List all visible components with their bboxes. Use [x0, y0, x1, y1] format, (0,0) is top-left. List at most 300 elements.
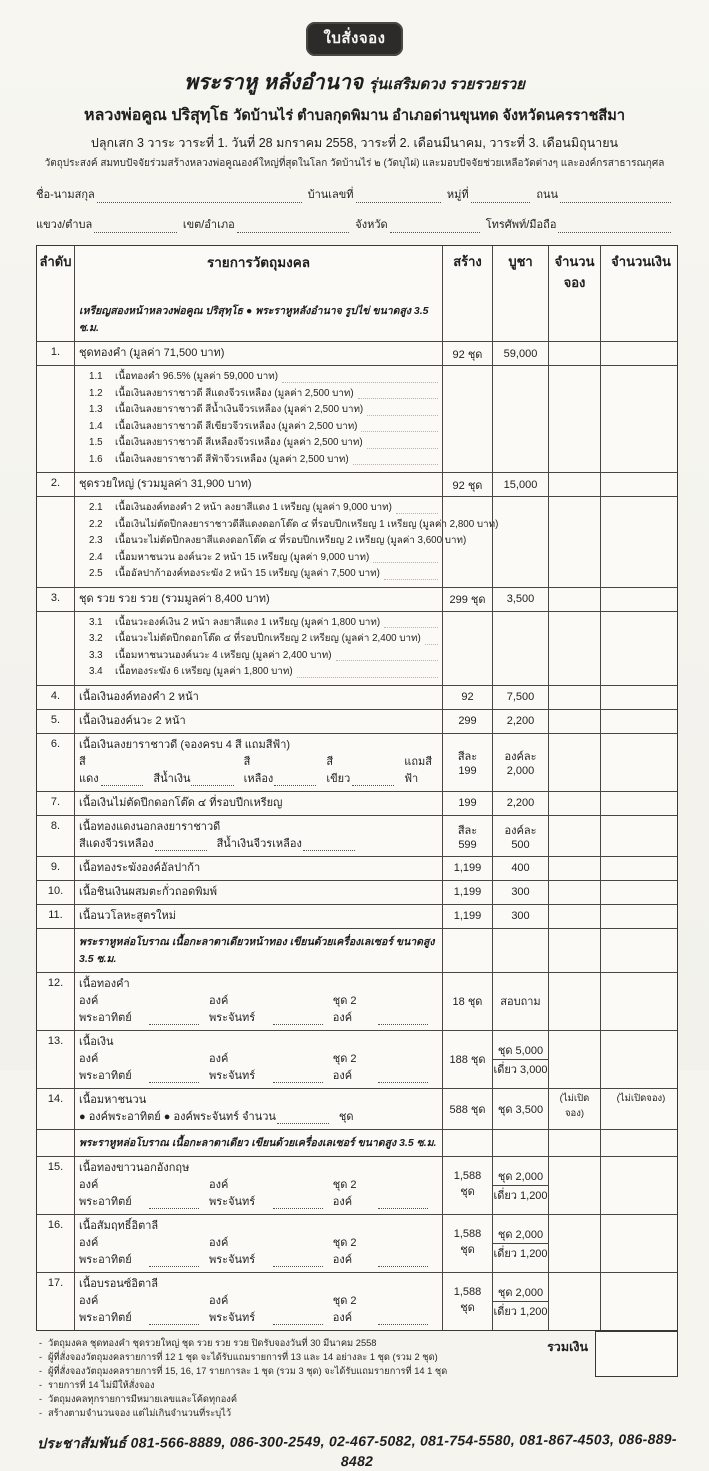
item-text-line — [79, 591, 438, 608]
item-text-segment: องค์พระอาทิตย์ — [79, 1294, 132, 1324]
item-text-segment: เนื้อบรอนซ์อิตาลี — [79, 1277, 159, 1290]
price-cell — [493, 588, 549, 611]
fill-in-dots — [149, 1197, 199, 1209]
price-cell — [493, 857, 549, 880]
price-stack — [493, 1273, 548, 1330]
item-text-segment: ชุด — [338, 1110, 354, 1123]
item-row — [37, 880, 677, 904]
made-quantity-stack — [447, 368, 488, 470]
item-text-segment: เนื้อเงินองค์ทองคำ 2 หน้า — [79, 690, 199, 703]
fill-in-dots — [277, 1112, 329, 1124]
item-text-segment: เนื้อนวโลหะสูตรใหม่ — [79, 909, 177, 922]
section-title: เหรียญสองหน้าหลวงพ่อคูณ ปริสุทฺโธ ● พระราหูหลังอำนาจ รูปไข่ ขนาดสูง 3.5 ซ.ม. — [79, 305, 429, 334]
item-text-segment: แถมสีฟ้า — [404, 755, 432, 785]
fill-in-leader — [367, 405, 438, 416]
price-cell — [493, 881, 549, 904]
section-header-row — [37, 928, 677, 972]
section-title: พระราหูหล่อโบราณ เนื้อกะลาตาเดียว เขียนด้วยเครื่องเลเซอร์ ขนาดสูง 3.5 ซ.ม. — [79, 1136, 437, 1149]
order-quantity-cell — [549, 1031, 601, 1088]
order-quantity-cell — [549, 366, 601, 472]
order-quantity-cell — [549, 497, 601, 587]
price-stack — [493, 905, 548, 928]
price-stack — [493, 710, 548, 733]
footnote: - วัตถุมงคลทุกรายการมีหมายเลขและโค้ดทุกองค์ — [38, 1393, 548, 1406]
sub-item-number: 1.1 — [89, 371, 103, 382]
made-quantity-stack — [447, 1159, 488, 1212]
price-cell — [493, 973, 549, 1030]
fill-in-dots — [303, 839, 355, 851]
amount-cell — [601, 1130, 681, 1156]
made-quantity-value: 199 — [458, 797, 477, 809]
amount-cell — [601, 686, 681, 709]
price-cell — [493, 1157, 549, 1214]
fill-in-dots — [378, 1255, 428, 1267]
item-text-segment: องค์พระอาทิตย์ — [79, 1052, 132, 1082]
customer-info-section — [36, 185, 677, 233]
made-quantity-cell — [443, 366, 493, 472]
sub-item-number: 3.1 — [89, 616, 103, 628]
item-text-line — [79, 1218, 438, 1235]
sub-item-line — [79, 435, 438, 452]
order-quantity-cell — [549, 1130, 601, 1156]
made-quantity-value: 599 — [458, 838, 477, 851]
subdistrict-input-line — [94, 220, 177, 233]
fill-in-dots — [149, 1013, 199, 1025]
made-quantity-value: สีละ — [457, 824, 478, 837]
order-quantity-cell — [549, 734, 601, 791]
sub-item-line — [79, 386, 438, 403]
price-value: 2,200 — [506, 797, 535, 809]
house-no-label: บ้านเลขที่ — [307, 189, 354, 201]
price-stack — [493, 792, 548, 815]
amount-cell — [601, 973, 681, 1030]
order-quantity-cell — [549, 686, 601, 709]
made-quantity-stack — [447, 300, 488, 339]
sub-item-text: เนื้อเงินลงยาราชาวดี สีแดงจีวรเหลือง (มูลค่า 2,500 บาท) — [115, 387, 354, 399]
price-cell — [493, 686, 549, 709]
fill-in-leader — [282, 372, 438, 383]
made-quantity-stack — [447, 344, 488, 363]
made-quantity-cell — [443, 612, 493, 685]
amount-cell — [601, 612, 681, 685]
sub-item-number: 1.2 — [89, 387, 103, 399]
made-quantity-stack — [447, 614, 488, 683]
row-number-cell: 3. — [37, 588, 75, 611]
monk-name: หลวงพ่อคูณ ปริสุทฺโธ — [84, 107, 229, 124]
sub-item-text: เนื้อนวะไม่ตัดปีกดอกโต๊ด ๔ ที่รอบปีกเหรียญ 2 เหรียญ (มูลค่า 2,400 บาท) — [115, 633, 421, 644]
made-quantity-stack — [447, 590, 488, 609]
sub-item-line — [79, 500, 438, 517]
sub-item-line — [79, 517, 499, 534]
price-value: ชุด 3,500 — [497, 1103, 544, 1116]
item-text-line — [79, 836, 438, 853]
item-text-segment: ชุดรวยใหญ่ (รวมมูลค่า 31,900 บาท) — [79, 478, 252, 490]
row-number-cell — [37, 612, 75, 685]
item-row — [37, 587, 677, 611]
sub-item-line — [79, 452, 438, 469]
item-text-segment: องค์พระจันทร์ — [209, 1236, 256, 1266]
item-text-segment: ชุด รวย รวย รวย (รวมมูลค่า 8,400 บาท) — [79, 592, 270, 605]
item-text-segment: องค์พระจันทร์ — [209, 994, 256, 1024]
amulet-title-main: พระราหู หลังอำนาจ — [184, 71, 364, 94]
amount-cell — [601, 881, 681, 904]
made-quantity-cell — [443, 881, 493, 904]
row-number-cell: 4. — [37, 686, 75, 709]
item-text-line — [79, 908, 438, 925]
made-quantity-stack — [447, 712, 488, 731]
price-stack — [493, 612, 548, 685]
amount-cell — [601, 710, 681, 733]
order-quantity-cell — [549, 881, 601, 904]
row-number-cell: 8. — [37, 816, 75, 856]
fill-in-leader — [384, 617, 438, 628]
district-input-line — [237, 220, 350, 233]
item-row — [37, 972, 677, 1030]
made-quantity-stack — [447, 1091, 488, 1127]
contact-phone-line: ประชาสัมพันธ์ 081-566-8889, 086-300-2549, 02-467-5082, 081-754-5580, 081-867-4503, 086-889-8482 — [36, 1430, 677, 1470]
item-row — [37, 733, 677, 791]
sub-item-number: 2.5 — [89, 568, 103, 579]
item-description-cell — [75, 1031, 443, 1088]
sub-item-number: 2.4 — [89, 551, 103, 563]
made-quantity-value: 92 ชุด — [452, 348, 483, 361]
sub-item-text: เนื้อเงินลงยาราชาวดี สีฟ้าจีวรเหลือง (มูลค่า 2,500 บาท) — [115, 453, 349, 465]
price-stack — [493, 298, 548, 341]
ceremony-schedule: ปลุกเสก 3 วาระ วาระที่ 1. วันที่ 28 มกราคม 2558, วาระที่ 2. เดือนมีนาคม, วาระที่ 3. เดือนมิถุนายน — [90, 136, 619, 150]
customer-line-1 — [36, 185, 677, 203]
sub-item-text: เนื้อนวะองค์เงิน 2 หน้า ลงยาสีแดง 1 เหรียญ (มูลค่า 1,800 บาท) — [115, 616, 381, 628]
amount-cell: (ไม่เปิดจอง) — [616, 1092, 666, 1104]
sub-items-row — [37, 611, 677, 685]
item-text-line — [79, 1051, 438, 1085]
price-value: ชุด 5,000 — [497, 1044, 544, 1057]
made-quantity-cell — [443, 929, 493, 972]
order-table-header-row — [37, 246, 677, 298]
made-quantity-cell — [443, 734, 493, 791]
made-quantity-value: 92 — [461, 691, 474, 703]
sub-item-line — [79, 648, 438, 665]
item-text-line — [79, 689, 438, 706]
made-quantity-value: 92 ชุด — [452, 479, 483, 492]
district-label: เขต/อำเภอ — [182, 219, 235, 231]
item-text-segment: ชุด 2 องค์ — [332, 1052, 357, 1082]
temple-location: วัดบ้านไร่ ตำบลกุดพิมาน อำเภอด่านขุนทด จังหวัดนครราชสีมา — [233, 108, 625, 124]
item-description-cell — [75, 1157, 443, 1214]
price-stack — [493, 1031, 548, 1088]
total-amount-box — [595, 1331, 678, 1377]
order-quantity-cell — [549, 905, 601, 928]
fill-in-leader — [358, 388, 438, 399]
item-text-line — [79, 860, 438, 877]
item-text-segment: องค์พระจันทร์ — [209, 1294, 256, 1324]
made-quantity-stack — [447, 907, 488, 926]
price-cell — [493, 792, 549, 815]
amulet-title — [0, 66, 709, 99]
item-description-cell — [75, 1215, 443, 1272]
row-number-cell: 15. — [37, 1157, 75, 1214]
price-stack — [493, 1089, 548, 1129]
sub-item-text: เนื้อมหาชนวนองค์นวะ 4 เหรียญ (มูลค่า 2,400 บาท) — [115, 649, 332, 661]
amount-cell — [601, 588, 681, 611]
made-quantity-value: 199 — [458, 765, 477, 777]
price-value: เดี่ยว 1,200 — [493, 1243, 548, 1262]
sub-item-number: 1.3 — [89, 404, 103, 415]
made-quantity-stack — [447, 883, 488, 902]
price-cell — [493, 612, 549, 685]
amount-cell — [601, 1031, 681, 1088]
price-value: 3,500 — [506, 593, 535, 605]
item-text-segment: เนื้อชินเงินผสมตะกั่วถอดพิมพ์ — [79, 885, 217, 898]
item-text-segment: องค์พระอาทิตย์ — [79, 1178, 132, 1208]
amount-cell — [601, 473, 681, 496]
made-quantity-cell — [443, 497, 493, 587]
header-no: ลำดับ — [37, 246, 75, 298]
item-text-segment: เนื้อทองระฆังองค์อัลปาก้า — [79, 861, 201, 874]
fill-in-dots — [273, 1255, 323, 1267]
footnote: - ผู้ที่สั่งจองวัตถุมงคลรายการที่ 12 1 ชุด จะได้รับแถมรายการที่ 13 และ 14 อย่างละ 1 ชุด (รวม 2 ชุด) — [38, 1351, 548, 1364]
item-description-cell — [75, 473, 443, 496]
moo-label: หมู่ที่ — [446, 189, 469, 201]
item-description-cell — [75, 497, 499, 587]
sub-item-text: เนื้อเงินลงยาราชาวดี สีน้ำเงินจีวรเหลือง (มูลค่า 2,500 บาท) — [115, 404, 364, 415]
phone-label: โทรศัพท์/มือถือ — [485, 219, 557, 231]
sub-item-line — [79, 566, 438, 583]
item-text-line — [79, 345, 438, 362]
price-stack — [493, 686, 548, 709]
made-quantity-stack — [447, 1132, 488, 1154]
price-cell — [493, 816, 549, 856]
made-quantity-value: 1,588 ชุด — [453, 1228, 482, 1256]
made-quantity-cell — [443, 792, 493, 815]
made-quantity-stack — [447, 794, 488, 813]
price-cell — [493, 342, 549, 365]
header-amount: จำนวนเงิน — [611, 254, 671, 269]
amount-cell — [601, 905, 681, 928]
item-description-cell — [75, 1130, 443, 1156]
sub-item-number: 2.2 — [89, 518, 103, 530]
sub-item-text: เนื้อเงินลงยาราชาวดี สีเหลืองจีวรเหลือง (มูลค่า 2,500 บาท) — [115, 437, 363, 448]
item-text-segment: เนื้อทองคำ — [79, 977, 130, 990]
made-quantity-value: 1,588 ชุด — [453, 1170, 482, 1198]
order-table-body — [37, 298, 677, 1330]
footnote: - สร้างตามจำนวนจอง แต่ไม่เกินจำนวนที่ระบุไว้ — [38, 1407, 548, 1420]
item-text-segment: เนื้อเงินองค์นวะ 2 หน้า — [79, 714, 186, 727]
made-quantity-cell — [443, 816, 493, 856]
moo-input-line — [471, 190, 531, 203]
item-text-segment: องค์พระจันทร์ — [209, 1052, 256, 1082]
order-quantity-cell — [549, 1215, 601, 1272]
item-description-cell — [75, 298, 443, 341]
price-stack — [493, 497, 548, 587]
item-text-segment: องค์พระอาทิตย์ — [79, 994, 132, 1024]
item-text-line — [79, 1293, 438, 1327]
item-text-line — [79, 737, 438, 754]
price-value: ชุด 2,000 — [497, 1170, 544, 1183]
price-value: องค์ละ — [504, 824, 537, 837]
sub-item-number: 1.4 — [89, 420, 103, 432]
row-number-cell: 9. — [37, 857, 75, 880]
order-quantity-cell — [549, 1273, 601, 1330]
sub-item-number: 3.2 — [89, 633, 103, 644]
item-text-line — [79, 754, 438, 788]
footnote: - ผู้ที่สั่งจองวัตถุมงคลรายการที่ 15, 16, 17 รายการละ 1 ชุด (รวม 3 ชุด) จะได้รับแถมรายการที่ 14 1 ชุด — [38, 1365, 548, 1378]
sub-items-row — [37, 496, 677, 587]
price-cell — [493, 366, 549, 472]
phone-input-line — [558, 220, 671, 233]
fill-in-dots — [149, 1313, 199, 1325]
fill-in-leader — [396, 503, 438, 514]
order-quantity-cell — [549, 792, 601, 815]
amount-cell — [601, 734, 681, 791]
made-quantity-cell — [443, 1273, 493, 1330]
price-stack — [493, 473, 548, 496]
item-text-segment: เนื้อทองขาวนอกอังกฤษ — [79, 1161, 190, 1174]
item-description-cell — [75, 881, 443, 904]
item-row — [37, 1156, 677, 1214]
item-text-line — [79, 819, 438, 836]
price-value: 59,000 — [503, 347, 538, 360]
price-stack — [493, 1157, 548, 1214]
item-text-line — [79, 1235, 438, 1269]
footnote: - วัตถุมงคล ชุดทองคำ ชุดรวยใหญ่ ชุด รวย รวย รวย ปิดรับจองวันที่ 30 มีนาคม 2558 — [38, 1337, 548, 1350]
row-number-cell: 2. — [37, 473, 75, 496]
order-quantity-cell — [549, 342, 601, 365]
item-description-cell — [75, 792, 443, 815]
item-description-cell — [75, 612, 443, 685]
sub-item-line — [79, 533, 467, 550]
item-description-cell — [75, 905, 443, 928]
item-row — [37, 472, 677, 496]
sub-item-text: เนื้อมหาชนวน องค์นวะ 2 หน้า 15 เหรียญ (มูลค่า 9,000 บาท) — [115, 551, 370, 563]
made-quantity-value: 1,199 — [453, 862, 482, 874]
item-text-segment: เนื้อสัมฤทธิ์อิตาลี — [79, 1219, 159, 1232]
price-value: 300 — [511, 910, 530, 922]
item-description-cell — [75, 734, 443, 791]
made-quantity-cell — [443, 686, 493, 709]
made-quantity-stack — [447, 736, 488, 789]
fill-in-dots — [378, 1313, 428, 1325]
item-text-line — [79, 1109, 438, 1126]
fill-in-dots — [378, 1197, 428, 1209]
made-quantity-cell — [443, 473, 493, 496]
row-number-cell: 16. — [37, 1215, 75, 1272]
price-stack — [493, 881, 548, 904]
made-quantity-value: 588 ชุด — [449, 1103, 486, 1116]
price-value: เดี่ยว 1,200 — [493, 1301, 548, 1320]
made-quantity-cell — [443, 1215, 493, 1272]
amount-cell — [601, 929, 681, 972]
made-quantity-stack — [447, 818, 488, 854]
amount-cell — [601, 1215, 681, 1272]
fill-in-leader — [361, 421, 438, 432]
item-text-segment: สีแดงจีวรเหลือง — [79, 837, 154, 850]
item-text-segment: เนื้อเงินลงยาราชาวดี (จองครบ 4 สี แถมสีฟ้า) — [79, 738, 291, 751]
item-row — [37, 685, 677, 709]
item-text-line — [79, 1177, 438, 1211]
footnote: - รายการที่ 14 ไม่มีให้สั่งจอง — [38, 1379, 548, 1392]
sub-item-number: 3.4 — [89, 666, 103, 677]
sub-item-line — [79, 369, 438, 386]
sub-item-number: 1.5 — [89, 437, 103, 448]
made-quantity-cell — [443, 1089, 493, 1129]
fill-in-dots — [273, 1013, 323, 1025]
made-quantity-cell — [443, 1031, 493, 1088]
item-text-line — [79, 1092, 438, 1109]
sub-item-text: เนื้อนวะไม่ตัดปีกลงยาสีแดงดอกโต๊ด ๔ ที่รอบปีกเหรียญ 2 เหรียญ (มูลค่า 3,600 บาท) — [115, 535, 467, 546]
item-description-cell — [75, 1273, 443, 1330]
made-quantity-cell — [443, 588, 493, 611]
made-quantity-value: 299 — [458, 715, 477, 727]
item-row — [37, 856, 677, 880]
order-quantity-cell — [549, 298, 601, 341]
order-quantity-cell — [549, 588, 601, 611]
price-stack — [493, 929, 548, 972]
row-number-cell — [37, 298, 75, 341]
price-cell — [493, 710, 549, 733]
row-number-cell: 17. — [37, 1273, 75, 1330]
item-text-segment: ชุด 2 องค์ — [332, 1178, 357, 1208]
customer-line-2 — [36, 215, 677, 233]
price-value: 2,000 — [506, 765, 535, 777]
item-text-segment: เนื้อเงิน — [79, 1035, 114, 1048]
row-number-cell: 10. — [37, 881, 75, 904]
order-quantity-cell — [549, 473, 601, 496]
item-text-segment: เนื้อมหาชนวน — [79, 1093, 147, 1106]
sub-item-text: เนื้อเงินไม่ตัดปีกลงยาราชาวดีสีแดงดอกโต๊ด ๔ ที่รอบปีกเหรียญ 1 เหรียญ (มูลค่า 2,800 บาท) — [115, 518, 499, 530]
made-quantity-cell — [443, 973, 493, 1030]
row-number-cell: 11. — [37, 905, 75, 928]
made-quantity-value: 188 ชุด — [449, 1054, 486, 1066]
item-text-line — [79, 1034, 438, 1051]
house-no-input-line — [356, 190, 441, 203]
header-price: บูชา — [493, 246, 549, 298]
made-quantity-value: สีละ — [457, 751, 478, 763]
order-quantity-cell — [549, 973, 601, 1030]
row-number-cell: 13. — [37, 1031, 75, 1088]
price-value: 15,000 — [503, 478, 538, 491]
order-table — [36, 245, 678, 1331]
amount-cell — [601, 816, 681, 856]
fill-in-dots — [149, 1255, 199, 1267]
item-description-cell — [75, 816, 443, 856]
item-text-segment: สีเขียว — [326, 755, 351, 785]
price-value: ชุด 2,000 — [497, 1286, 544, 1299]
price-stack — [493, 973, 548, 1030]
fill-in-dots — [191, 774, 233, 786]
made-quantity-cell — [443, 905, 493, 928]
item-text-line — [79, 476, 438, 493]
price-cell — [493, 1031, 549, 1088]
price-stack — [493, 816, 548, 856]
item-text-segment: ชุดทองคำ (มูลค่า 71,500 บาท) — [79, 347, 225, 359]
section-header-row — [37, 1129, 677, 1156]
price-value: 500 — [511, 838, 530, 851]
fill-in-dots — [273, 1313, 323, 1325]
item-text-line — [79, 713, 438, 730]
item-row — [37, 1272, 677, 1330]
amount-cell — [601, 857, 681, 880]
price-cell — [493, 905, 549, 928]
price-value: สอบถาม — [500, 996, 541, 1008]
made-quantity-stack — [447, 688, 488, 707]
price-cell — [493, 473, 549, 496]
fill-in-dots — [101, 774, 143, 786]
made-quantity-stack — [447, 859, 488, 878]
sub-item-text: เนื้ออัลปาก้าองค์ทองระฆัง 2 หน้า 15 เหรียญ (มูลค่า 7,500 บาท) — [115, 568, 380, 579]
sub-item-line — [79, 419, 438, 436]
order-form-badge: ใบสั่งจอง — [306, 22, 404, 56]
amount-cell — [601, 497, 681, 587]
